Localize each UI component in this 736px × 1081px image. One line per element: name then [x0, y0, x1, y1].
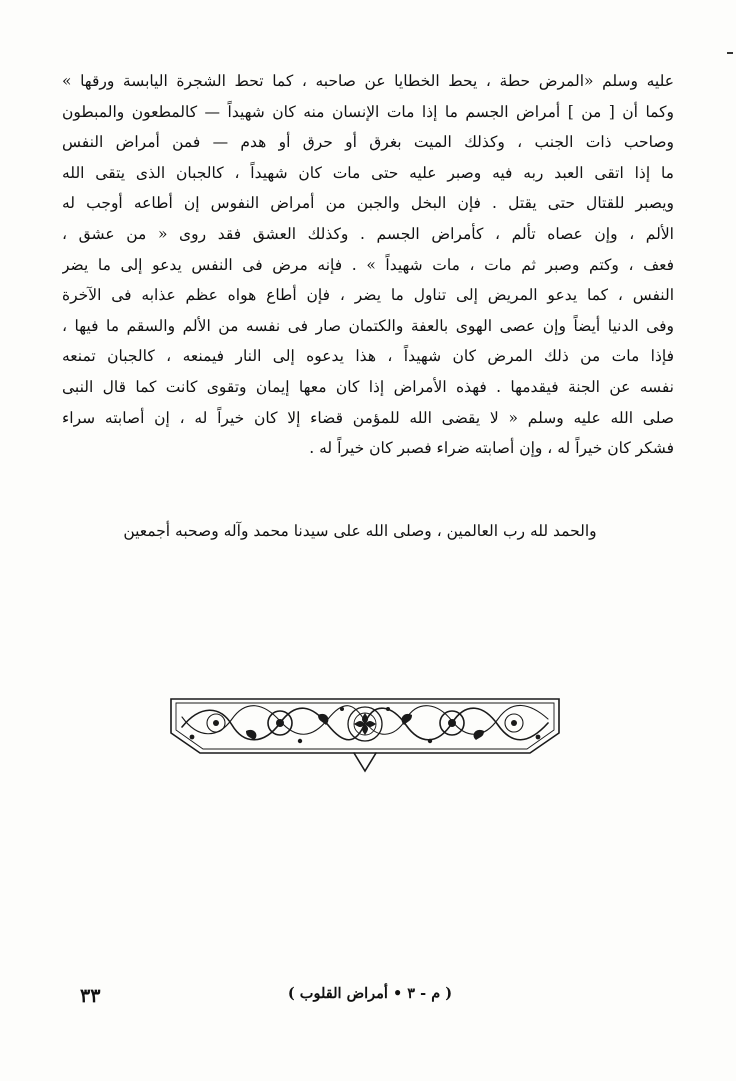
text-line: ويصبر للقتال حتى يقتل . فإن البخل والجبن من أمراض النفوس إن أطاعه أوجب له: [62, 194, 674, 213]
text-line: وكما أن [ من ] أمراض الجسم ما إذا مات الإنسان منه كان شهيداً — كالمطعون والمبطون: [62, 102, 674, 121]
running-title: ( م - ٣ • أمراض القلوب ): [287, 985, 453, 1002]
text-line: نفسه عن الجنة فيقدمها . فهذه الأمراض إذا كان معها إيمان وتقوى كانت كما قال النبى: [62, 377, 674, 396]
body-text: [62, 66, 674, 464]
text-line: النفس ، كما يدعو المريض إلى تناول ما يضر ، فإن أطاع هواه عظم عذابه فى الآخرة: [62, 286, 674, 305]
text-line: فإذا مات من ذلك المرض كان شهيداً ، هذا يدعوه إلى النار فيمنعه ، كالجبان تمنعه: [62, 347, 674, 366]
arabesque-floral-ornament-icon: [168, 693, 562, 777]
text-line: الألم ، وإن عصاه تألم ، كأمراض الجسم . وكذلك العشق فقد روى « من عشق ،: [62, 224, 674, 243]
page-number: ٣٣: [80, 985, 101, 1007]
text-line: فعف ، وكتم وصبر ثم مات ، مات شهيداً » . فإنه مرض فى النفس يدعو إلى ما يضر: [62, 255, 674, 274]
text-line: وصاحب ذات الجنب ، وكذلك الميت بغرق أو حرق أو هدم — فمن أمراض النفس: [62, 133, 674, 152]
closing-doxology: والحمد لله رب العالمين ، وصلى الله على سيدنا محمد وآله وصحبه أجمعين: [123, 522, 597, 540]
text-line: وفى الدنيا أيضاً وإن عصى الهوى بالعفة والكتمان صار فى نفسه من الألم والسقم ما فيها ،: [62, 316, 674, 335]
text-line: ما إذا اتقى العبد ربه فيه وصبر عليه حتى مات كان شهيداً ، كالجبان الذى يتقى الله: [62, 163, 674, 182]
text-line: عليه وسلم «المرض حطة ، يحط الخطايا عن صاحبه ، كما تحط الشجرة اليابسة ورقها »: [62, 72, 674, 90]
margin-mark: [727, 52, 733, 54]
text-line: صلى الله عليه وسلم « لا يقضى الله للمؤمن قضاء إلا كان خيراً له ، إن أصابته سراء: [62, 408, 674, 427]
text-line: فشكر كان خيراً له ، وإن أصابته ضراء فصبر كان خيراً له .: [309, 439, 674, 458]
